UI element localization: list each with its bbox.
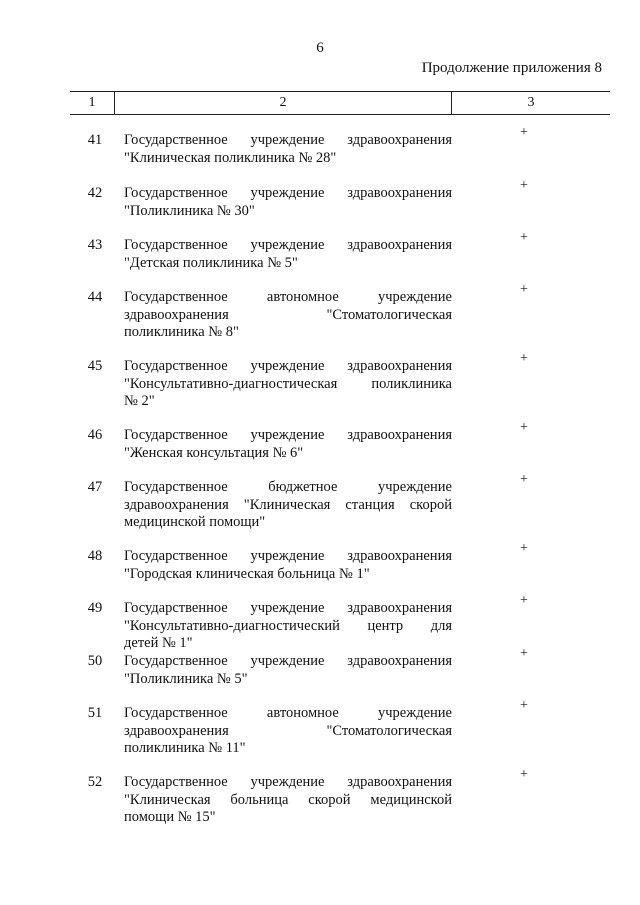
plus-mark: + bbox=[520, 767, 528, 782]
institution-name bbox=[124, 185, 452, 220]
institution-name-line: Государственное учреждение здравоохранения bbox=[124, 237, 452, 253]
institution-name-line: "Поликлиника № 30" bbox=[124, 202, 255, 219]
institution-name bbox=[124, 289, 452, 342]
institution-name-line: Государственное автономное учреждение bbox=[124, 289, 452, 305]
institution-name bbox=[124, 653, 452, 688]
plus-mark: + bbox=[520, 230, 528, 245]
plus-mark: + bbox=[520, 282, 528, 297]
row-number: 52 bbox=[87, 774, 103, 790]
institution-name-line: "Клиническая поликлиника № 28" bbox=[124, 149, 337, 166]
institution-name-line: "Консультативно-диагностическая поликлиника bbox=[124, 375, 452, 392]
row-number: 50 bbox=[87, 653, 103, 669]
institution-name-line: Государственное автономное учреждение bbox=[124, 705, 452, 721]
institution-name bbox=[124, 548, 452, 583]
institution-name-line: Государственное учреждение здравоохранения bbox=[124, 185, 452, 201]
column-header-3: 3 bbox=[527, 95, 535, 110]
column-header-2: 2 bbox=[115, 92, 452, 114]
plus-mark: + bbox=[520, 125, 528, 140]
institution-name-line: Государственное учреждение здравоохранения bbox=[124, 548, 452, 564]
plus-mark: + bbox=[520, 541, 528, 556]
institution-name bbox=[124, 479, 452, 532]
institution-name-line: "Консультативно-диагностический центр для bbox=[124, 617, 452, 634]
row-number: 41 bbox=[87, 132, 103, 148]
plus-mark: + bbox=[520, 351, 528, 366]
institution-name-line: медицинской помощи" bbox=[124, 514, 266, 530]
institution-name-line: "Поликлиника № 5" bbox=[124, 670, 248, 687]
institution-name bbox=[124, 132, 452, 167]
institution-name-line: "Городская клиническая больница № 1" bbox=[124, 565, 370, 582]
institution-name-line: Государственное учреждение здравоохранения bbox=[124, 653, 452, 669]
institution-name bbox=[124, 358, 452, 411]
plus-mark: + bbox=[520, 593, 528, 608]
plus-mark: + bbox=[520, 178, 528, 193]
institution-name-line: "Детская поликлиника № 5" bbox=[124, 254, 298, 271]
row-number: 42 bbox=[87, 185, 103, 201]
page-number: 6 bbox=[316, 40, 324, 56]
plus-mark: + bbox=[520, 698, 528, 713]
institution-name-line: № 2" bbox=[124, 393, 155, 409]
plus-mark: + bbox=[520, 472, 528, 487]
table-header bbox=[70, 91, 610, 115]
institution-name-line: здравоохранения "Стоматологическая bbox=[124, 306, 452, 323]
institution-name bbox=[124, 237, 452, 272]
institution-name-line: Государственное бюджетное учреждение bbox=[124, 479, 452, 495]
institution-name bbox=[124, 427, 452, 462]
institution-name-line: помощи № 15" bbox=[124, 809, 216, 825]
institution-name-line: "Клиническая больница скорой медицинской bbox=[124, 791, 452, 808]
plus-mark: + bbox=[520, 646, 528, 661]
institution-name-line: поликлиника № 8" bbox=[124, 324, 239, 340]
row-number: 47 bbox=[87, 479, 103, 495]
row-number: 44 bbox=[87, 289, 103, 305]
continuation-caption: Продолжение приложения 8 bbox=[421, 60, 602, 76]
institution-name bbox=[124, 774, 452, 827]
row-number: 45 bbox=[87, 358, 103, 374]
institution-name-line: Государственное учреждение здравоохранения bbox=[124, 132, 452, 148]
row-number: 43 bbox=[87, 237, 103, 253]
institution-name-line: здравоохранения "Стоматологическая bbox=[124, 722, 452, 739]
institution-name-line: Государственное учреждение здравоохранения bbox=[124, 774, 452, 790]
column-header-1: 1 bbox=[70, 92, 115, 114]
row-number: 49 bbox=[87, 600, 103, 616]
institution-name-line: здравоохранения "Клиническая станция скорой bbox=[124, 496, 452, 513]
institution-name-line: Государственное учреждение здравоохранения bbox=[124, 600, 452, 616]
institution-name-line: Государственное учреждение здравоохранения bbox=[124, 427, 452, 443]
institution-name-line: детей № 1" bbox=[124, 635, 193, 651]
institution-name bbox=[124, 705, 452, 758]
institution-name-line: Государственное учреждение здравоохранения bbox=[124, 358, 452, 374]
institution-name-line: "Женская консультация № 6" bbox=[124, 444, 304, 461]
institution-name bbox=[124, 600, 452, 653]
plus-mark: + bbox=[520, 420, 528, 435]
institution-name-line: поликлиника № 11" bbox=[124, 740, 246, 756]
row-number: 46 bbox=[87, 427, 103, 443]
row-number: 51 bbox=[87, 705, 103, 721]
row-number: 48 bbox=[87, 548, 103, 564]
